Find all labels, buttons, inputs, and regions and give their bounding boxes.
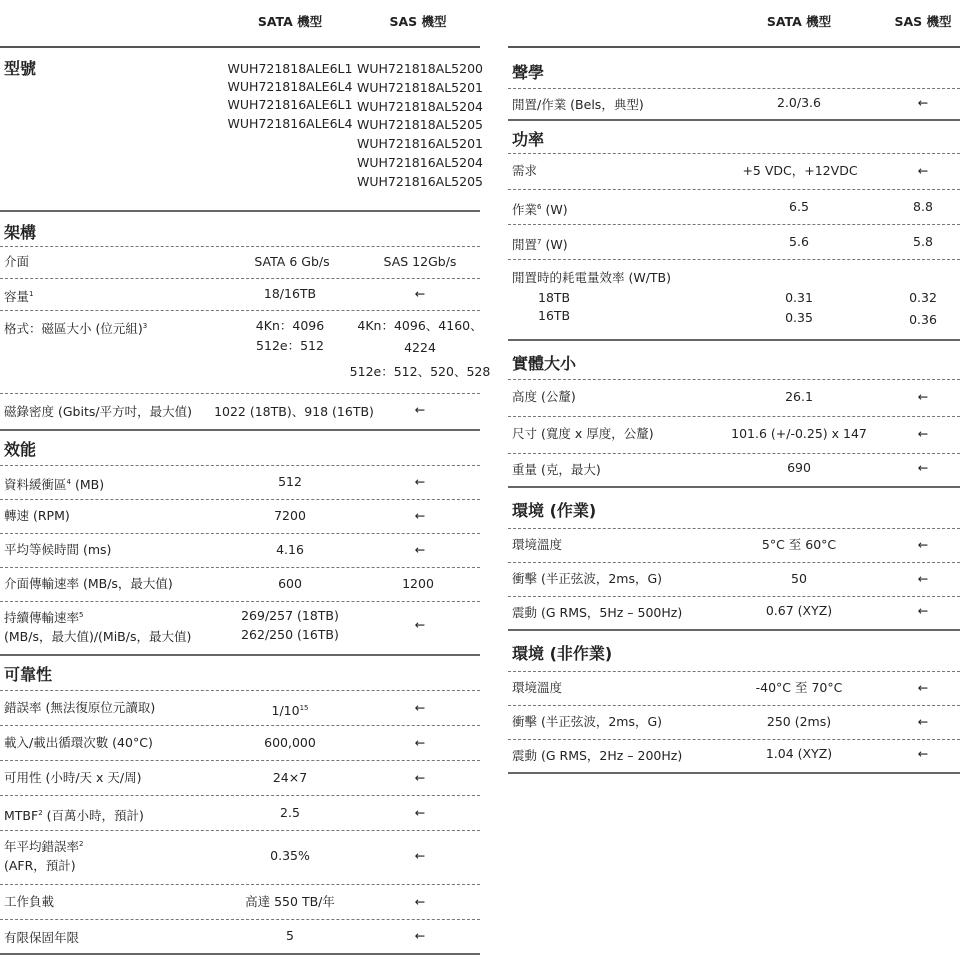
power-title: 功率 [512, 130, 545, 149]
row-label: 載入/載出循環次數 (40°C) [4, 735, 153, 750]
row-label: 重量 (克，最大) [512, 462, 601, 477]
row-mtbf [0, 796, 480, 831]
sas-value: ← [414, 402, 426, 417]
row-rpm [0, 500, 480, 534]
sata-model: WUH721818ALE6L1 [227, 61, 353, 76]
sata-model-list [228, 60, 353, 133]
sata-value: 24×7 [272, 770, 308, 785]
sas-value: ← [414, 735, 426, 750]
sas-value: ← [917, 163, 929, 178]
sata-value: 262/250 (16TB) [241, 627, 339, 642]
acoustics-title: 聲學 [512, 63, 545, 82]
row-nonop-temp [508, 672, 960, 706]
sas-model: WUH721818AL5205 [357, 117, 483, 133]
header-sata: SATA 機型 [257, 14, 323, 29]
sata-value: 1022 (18TB)、918 (16TB) [214, 404, 374, 419]
sata-value: -40°C 至 70°C [755, 680, 843, 695]
sas-value: SAS 12Gb/s [383, 254, 457, 269]
row-power-idle [508, 225, 960, 260]
row-label: 環境溫度 [512, 680, 563, 695]
row-afr [0, 831, 480, 885]
sata-value: 101.6 (+/-0.25) x 147 [731, 426, 867, 441]
sas-value: ← [917, 95, 929, 110]
sas-value: ← [917, 389, 929, 404]
row-sustained [0, 602, 480, 656]
row-weight [508, 454, 960, 488]
row-label: 可用性 (小時/天 x 天/周) [4, 770, 142, 785]
sas-value: ← [917, 680, 929, 695]
row-latency [0, 534, 480, 568]
row-label: 有限保固年限 [4, 930, 80, 945]
sas-value: ← [414, 848, 426, 863]
row-label: 需求 [512, 163, 538, 178]
env-nonop-title: 環境 (非作業) [512, 644, 613, 663]
row-load [0, 726, 480, 761]
acoustics-section-title [508, 48, 960, 89]
row-capacity [0, 279, 480, 311]
sas-value: 4Kn：4096、4160、 [357, 318, 483, 333]
row-buffer [0, 466, 480, 500]
arch-title: 架構 [4, 223, 37, 242]
row-nonop-vibration [508, 740, 960, 774]
header-sas: SAS 機型 [389, 14, 447, 29]
sata-value: 50 [791, 571, 807, 586]
row-label: 閒置/作業 (Bels，典型) [512, 97, 644, 112]
capacity-18tb-label: 18TB [538, 290, 571, 305]
sas-value: ← [414, 508, 426, 523]
sata-value: 5 [286, 928, 294, 943]
sas-value: ← [414, 700, 426, 715]
row-warranty [0, 920, 480, 955]
row-power-efficiency [508, 260, 960, 341]
sata-value: 250 (2ms) [766, 714, 832, 729]
sas-model: WUH721816AL5201 [357, 136, 483, 152]
sata-model: WUH721816ALE6L1 [227, 97, 353, 113]
phys-section-title [508, 341, 960, 380]
model-label: 型號 [4, 59, 37, 78]
env-nonop-section-title [508, 631, 960, 672]
sas-value: ← [917, 714, 929, 729]
sas-value: 1200 [402, 576, 434, 591]
rel-title: 可靠性 [4, 665, 53, 684]
sata-value: 0.35 [785, 310, 813, 325]
perf-title: 效能 [4, 440, 37, 459]
sas-value: 0.36 [909, 312, 937, 327]
sata-model: WUH721816ALE6L4 [227, 115, 353, 131]
row-label: 年平均錯誤率$^2$ [4, 839, 84, 854]
sata-value: 1.04 (XYZ) [765, 746, 833, 761]
sata-model: WUH721818ALE6L4 [227, 79, 353, 95]
sas-value: ← [414, 894, 426, 909]
sata-value: 4.16 [276, 542, 304, 557]
row-label: 資料緩衝區$^4$ (MB) [4, 477, 105, 493]
right-spec-table [508, 0, 960, 774]
sata-value: 26.1 [785, 389, 813, 404]
sas-value: ← [917, 603, 929, 618]
sata-value: 600 [278, 576, 302, 591]
row-density [0, 394, 480, 431]
sas-model: WUH721818AL5204 [357, 98, 483, 114]
sata-value: SATA 6 Gb/s [254, 254, 330, 269]
row-label: 介面 [4, 254, 30, 269]
sata-value: 5.6 [789, 234, 809, 249]
sata-value: 2.5 [280, 805, 300, 820]
env-op-title: 環境 (作業) [512, 501, 597, 520]
row-op-temp [508, 529, 960, 563]
arch-section-title [0, 212, 480, 247]
row-dimensions [508, 417, 960, 454]
row-label: 閒置$^7$ (W) [512, 237, 568, 253]
row-height [508, 380, 960, 417]
sas-model: WUH721818AL5201 [357, 79, 483, 95]
perf-section-title [0, 431, 480, 466]
row-interface-rate [0, 568, 480, 602]
row-label: 閒置時的耗電量效率 (W/TB) [512, 270, 672, 285]
sata-value: 6.5 [789, 199, 809, 214]
sas-value: ← [414, 928, 426, 943]
row-label: 環境溫度 [512, 537, 563, 552]
row-label: 尺寸 (寬度 x 厚度，公釐) [512, 426, 654, 441]
sata-value: 690 [787, 460, 811, 475]
sata-value: 18/16TB [263, 286, 317, 301]
sata-value: 0.31 [785, 290, 813, 305]
row-workload [0, 885, 480, 920]
sas-value: ← [917, 746, 929, 761]
row-label: 衝擊 (半正弦波，2ms，G) [512, 714, 663, 729]
right-table-header [508, 0, 960, 48]
row-nonop-shock [508, 706, 960, 740]
phys-title: 實體大小 [512, 354, 577, 373]
sas-value: 5.8 [913, 234, 933, 249]
row-op-vibration [508, 597, 960, 631]
header-sas: SAS 機型 [894, 14, 952, 29]
rel-section-title [0, 656, 480, 691]
row-label: 格式：磁區大小 (位元組)$^3$ [4, 321, 148, 337]
row-op-shock [508, 563, 960, 597]
sas-value: ← [414, 770, 426, 785]
sas-value: ← [917, 537, 929, 552]
sata-value: 7200 [274, 508, 306, 523]
model-section [0, 48, 483, 212]
sata-value: 0.35% [270, 848, 310, 863]
row-label: 震動 (G RMS，5Hz – 500Hz) [512, 605, 683, 620]
row-label: 轉速 (RPM) [4, 508, 70, 523]
sata-value: 0.67 (XYZ) [765, 603, 833, 618]
sata-value: 4Kn：4096 [255, 318, 325, 333]
row-acoustics [508, 89, 960, 121]
sas-value: ← [917, 426, 929, 441]
sata-value: 512e：512 [256, 338, 324, 353]
power-section-title [508, 121, 960, 154]
sas-value: ← [917, 460, 929, 475]
row-interface [0, 247, 480, 279]
sata-value: 高達 550 TB/年 [245, 894, 335, 909]
row-label: 持續傳輸速率$^5$ [4, 610, 84, 625]
row-label: 衝擊 (半正弦波，2ms，G) [512, 571, 663, 586]
row-label-2: (AFR，預計) [4, 858, 76, 873]
sas-model: WUH721816AL5205 [357, 173, 483, 189]
capacity-16tb-label: 16TB [538, 308, 571, 323]
row-label: 容量$^1$ [4, 289, 34, 305]
sas-model: WUH721818AL5200 [357, 61, 483, 76]
row-label-2: (MB/s，最大值)/(MiB/s，最大值) [4, 629, 192, 644]
row-power-req [508, 154, 960, 190]
left-table-header [0, 0, 480, 48]
row-label: MTBF$^2$ (百萬小時，預計) [4, 808, 144, 824]
sas-value: ← [917, 571, 929, 586]
sas-value: ← [414, 617, 426, 632]
row-label: 磁錄密度 (Gbits/平方吋，最大值) [4, 404, 192, 419]
row-availability [0, 761, 480, 796]
sas-value: 8.8 [913, 199, 933, 214]
sas-value: 4224 [404, 340, 436, 355]
row-label: 錯誤率 (無法復原位元讀取) [4, 700, 156, 715]
sas-value: 512e：512、520、528 [349, 364, 491, 379]
sata-value: 512 [278, 474, 302, 489]
sata-value: 269/257 (18TB) [241, 608, 339, 623]
sata-value: 5°C 至 60°C [761, 537, 837, 552]
row-format [0, 311, 491, 394]
sata-value: 600,000 [264, 735, 316, 750]
sata-value: 2.0/3.6 [777, 95, 821, 110]
row-label: 高度 (公釐) [512, 389, 576, 404]
sata-value: $1/10^{15}$ [271, 703, 309, 719]
sas-value: ← [414, 805, 426, 820]
sas-value: 0.32 [909, 290, 937, 305]
row-power-op [508, 190, 960, 225]
sas-model: WUH721816AL5204 [357, 154, 483, 170]
row-error [0, 691, 480, 726]
row-label: 介面傳輸速率 (MB/s，最大值) [4, 576, 173, 591]
env-op-section-title [508, 488, 960, 529]
header-sata: SATA 機型 [766, 14, 832, 29]
sas-model-list [357, 60, 483, 192]
sas-value: ← [414, 474, 426, 489]
sata-value: +5 VDC，+12VDC [742, 163, 858, 178]
row-label: 平均等候時間 (ms) [4, 542, 112, 557]
sas-value: ← [414, 542, 426, 557]
sas-value: ← [414, 286, 426, 301]
row-label: 工作負載 [4, 894, 55, 909]
row-label: 作業$^6$ (W) [512, 202, 568, 218]
row-label: 震動 (G RMS，2Hz – 200Hz) [512, 748, 683, 763]
